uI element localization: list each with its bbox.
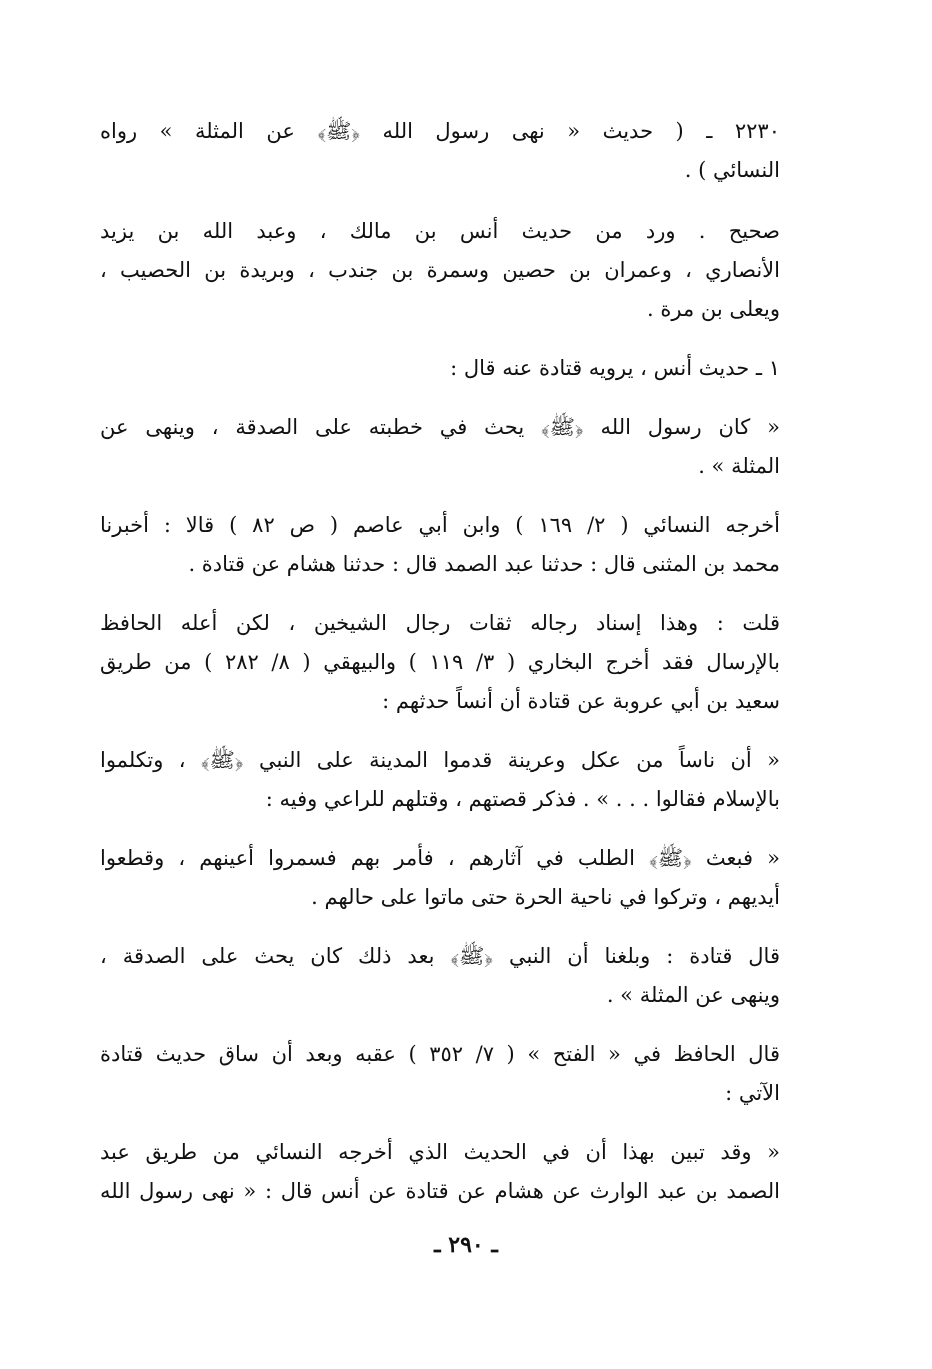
paragraph-comment-1 (100, 604, 780, 721)
paragraph-qatada (100, 937, 780, 1015)
text-line: المثلة » . (698, 454, 780, 478)
text-line: وينهى عن المثلة » . (606, 983, 780, 1007)
paragraph-anas-intro (100, 349, 780, 388)
text-line: ١ ـ حديث أنس ، يرويه قتادة عنه قال : (450, 356, 780, 380)
paragraph-quote-2 (100, 741, 780, 819)
paragraph-quote-1 (100, 408, 780, 486)
text-line: قال الحافظ في « الفتح » ( ٧/ ٣٥٢ ) عقبه وبعد أن ساق حديث قتادة (100, 1042, 780, 1066)
text-line: ويعلى بن مرة . (647, 297, 780, 321)
paragraph-sahih (100, 212, 780, 329)
text-line: قال قتادة : وبلغنا أن النبي ﴿ﷺ﴾ بعد ذلك كان يحث على الصدقة ، (100, 944, 780, 968)
text-line: ٢٢٣٠ ـ ( حديث « نهى رسول الله ﴿ﷺ﴾ عن المثلة » رواه (100, 119, 780, 143)
text-line: « كان رسول الله ﴿ﷺ﴾ يحث في خطبته على الصدقة ، وينهى عن (100, 415, 780, 439)
hadith-heading-2230 (100, 112, 780, 190)
text-line: أيديهم ، وتركوا في ناحية الحرة حتى ماتوا على حالهم . (311, 885, 780, 909)
text-line: الأنصاري ، وعمران بن حصين وسمرة بن جندب ، وبريدة بن الحصيب ، (100, 258, 780, 282)
text-line: سعيد بن أبي عروبة عن قتادة أن أنساً حدثهم : (382, 689, 780, 713)
text-line: الآتي : (725, 1081, 780, 1105)
paragraph-takhrij-1 (100, 506, 780, 584)
page-number: ـ ٢٩٠ ـ (434, 1232, 498, 1258)
text-line: صحيح . ورد من حديث أنس بن مالك ، وعبد الله بن يزيد (100, 219, 780, 243)
text-line: الصمد بن عبد الوارث عن هشام عن قتادة عن أنس قال : « نهى رسول الله (100, 1179, 780, 1203)
text-line: محمد بن المثنى قال : حدثنا عبد الصمد قال : حدثنا هشام عن قتادة . (188, 552, 780, 576)
page-body (100, 112, 780, 1231)
text-line: أخرجه النسائي ( ٢/ ١٦٩ ) وابن أبي عاصم ( ص ٨٢ ) قالا : أخبرنا (100, 513, 780, 537)
text-line: « أن ناساً من عكل وعرينة قدموا المدينة على النبي ﴿ﷺ﴾ ، وتكلموا (100, 748, 780, 772)
text-line: بالإرسال فقد أخرج البخاري ( ٣/ ١١٩ ) والبيهقي ( ٨/ ٢٨٢ ) من طريق (100, 650, 780, 674)
text-line: النسائي ) . (684, 158, 780, 182)
paragraph-hafiz (100, 1035, 780, 1113)
paragraph-quote-3 (100, 839, 780, 917)
text-line: « فبعث ﴿ﷺ﴾ الطلب في آثارهم ، فأمر بهم فسمروا أعينهم ، وقطعوا (100, 846, 780, 870)
paragraph-quote-4 (100, 1133, 780, 1211)
text-line: « وقد تبين بهذا أن في الحديث الذي أخرجه النسائي من طريق عبد (100, 1140, 780, 1164)
text-line: بالإسلام فقالوا . . . » . فذكر قصتهم ، وقتلهم للراعي وفيه : (265, 787, 780, 811)
text-line: قلت : وهذا إسناد رجاله ثقات رجال الشيخين ، لكن أعله الحافظ (100, 611, 780, 635)
